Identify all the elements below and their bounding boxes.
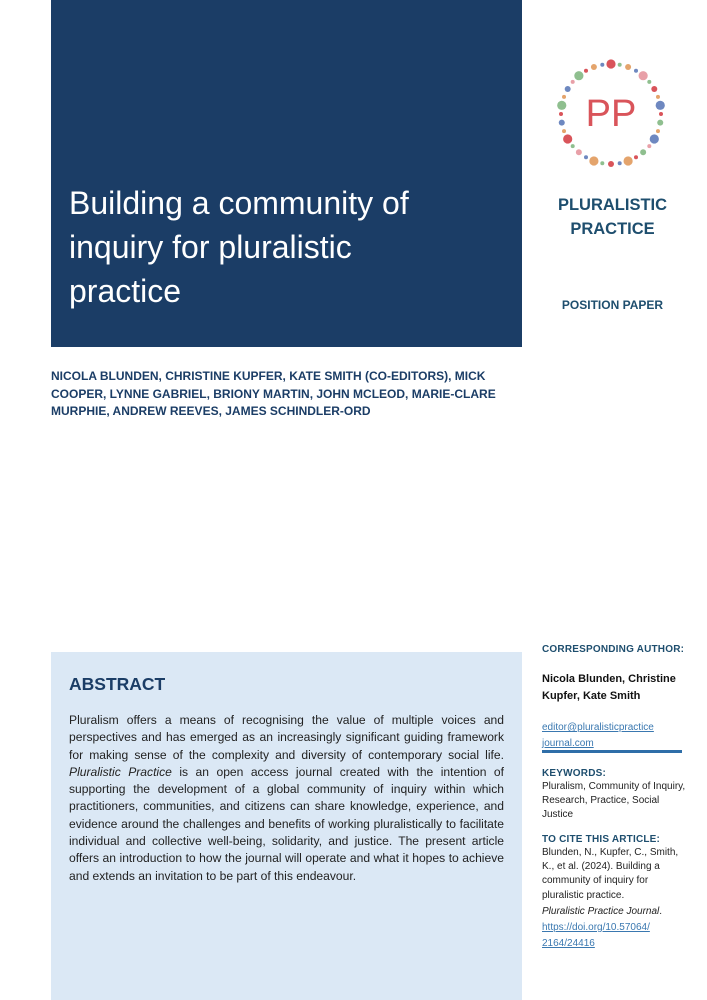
logo-dot: [659, 112, 663, 116]
logo-dot: [608, 161, 614, 167]
corresponding-author-names: Nicola Blunden, Christine Kupfer, Kate Smith: [542, 673, 676, 702]
title-banner: [51, 0, 522, 347]
logo-dot: [656, 95, 660, 99]
logo-dot: [559, 112, 563, 116]
logo-dot: [584, 155, 588, 159]
corresponding-author-label: CORRESPONDING AUTHOR:: [542, 644, 685, 655]
corresponding-author-section: [542, 644, 692, 751]
logo-dot: [625, 64, 631, 70]
logo-dot: [600, 161, 604, 165]
citation-section: [542, 834, 692, 951]
keywords-text: Pluralism, Community of Inquiry, Research, Practice, Social Justice: [542, 781, 686, 821]
cite-journal: Pluralistic Practice Journal: [542, 905, 660, 917]
logo-dot: [584, 69, 588, 73]
logo-dot: [574, 71, 583, 80]
email-line-2[interactable]: journal.com: [542, 737, 594, 749]
logo-dot: [650, 134, 659, 143]
abstract-body: [69, 712, 504, 885]
article-title: Building a community of inquiry for pluralistic practice: [69, 185, 409, 309]
journal-name: PLURALISTIC PRACTICE: [557, 196, 668, 238]
logo-dot: [657, 120, 663, 126]
logo-dot: [565, 86, 571, 92]
logo-dot: [576, 149, 582, 155]
logo-dot: [618, 63, 622, 67]
logo-dot: [634, 155, 638, 159]
abstract-text-part-1: Pluralism offers a means of recognising the value of multiple voices and perspectives and has emerged as an increasingly significant guiding framework for making sense of the complexity and diversity of contemporary social life.: [69, 713, 504, 762]
cite-journal-period: .: [659, 905, 663, 917]
logo-dot: [562, 95, 566, 99]
logo-dot: [571, 144, 575, 148]
logo-dot: [647, 144, 651, 148]
author-list: NICOLA BLUNDEN, CHRISTINE KUPFER, KATE SMITH (CO-EDITORS), MICK COOPER, LYNNE GABRIEL, BRIONY MARTIN, JOHN MCLEOD, MARIE-CLARE MURPHIE, ANDREW REEVES, JAMES SCHINDLER-ORD: [51, 369, 496, 418]
abstract-journal-title: Pluralistic Practice: [69, 764, 172, 779]
keywords-label: KEYWORDS:: [542, 768, 607, 779]
logo-dot: [571, 80, 575, 84]
email-line-1[interactable]: editor@pluralisticpractice: [542, 722, 654, 733]
logo-dot: [640, 149, 646, 155]
logo-dot: [562, 129, 566, 133]
logo-dot: [557, 101, 566, 110]
doi-line-2[interactable]: 2164/24416: [542, 937, 595, 949]
abstract-panel: [51, 652, 522, 1000]
abstract-heading: ABSTRACT: [69, 674, 166, 694]
keywords-section: [542, 768, 692, 823]
logo-dot: [656, 101, 665, 110]
logo-dot: [651, 86, 657, 92]
logo-dot: [606, 59, 615, 68]
logo-dot: [618, 161, 622, 165]
logo-dot: [656, 129, 660, 133]
logo-dot: [634, 69, 638, 73]
abstract-text-part-2: is an open access journal created with the intention of supporting the development of a global community of inquiry within which practitioners, communities, and citizens can share knowledge, experience, and evidence around the challenges and benefits of working pluralistically to facilitate individual and collective well-being, solidarity, and justice. The present article offers an introduction to how the journal will operate and what it hopes to achieve and extends an invitation to be part of this endeavour.: [69, 764, 505, 883]
cite-text: Blunden, N., Kupfer, C., Smith, K., et al. (2024). Building a community of inquiry for pluralistic practice.: [542, 847, 679, 901]
pluralistic-practice-logo: [553, 56, 669, 172]
logo-dot: [563, 134, 572, 143]
logo-dot: [647, 80, 651, 84]
logo-dot: [591, 64, 597, 70]
logo-dot: [589, 156, 598, 165]
doi-line-1[interactable]: https://doi.org/10.57064/: [542, 922, 650, 934]
corresponding-email-link[interactable]: [542, 720, 692, 751]
paper-type: POSITION PAPER: [561, 298, 664, 312]
cite-label: TO CITE THIS ARTICLE:: [542, 834, 661, 845]
sidebar-divider: [542, 750, 682, 753]
logo-dot: [624, 156, 633, 165]
logo-dot: [559, 120, 565, 126]
logo-dot: [600, 63, 604, 67]
logo-monogram: PP: [585, 93, 637, 135]
logo-dot: [639, 71, 648, 80]
doi-link[interactable]: [542, 920, 692, 951]
